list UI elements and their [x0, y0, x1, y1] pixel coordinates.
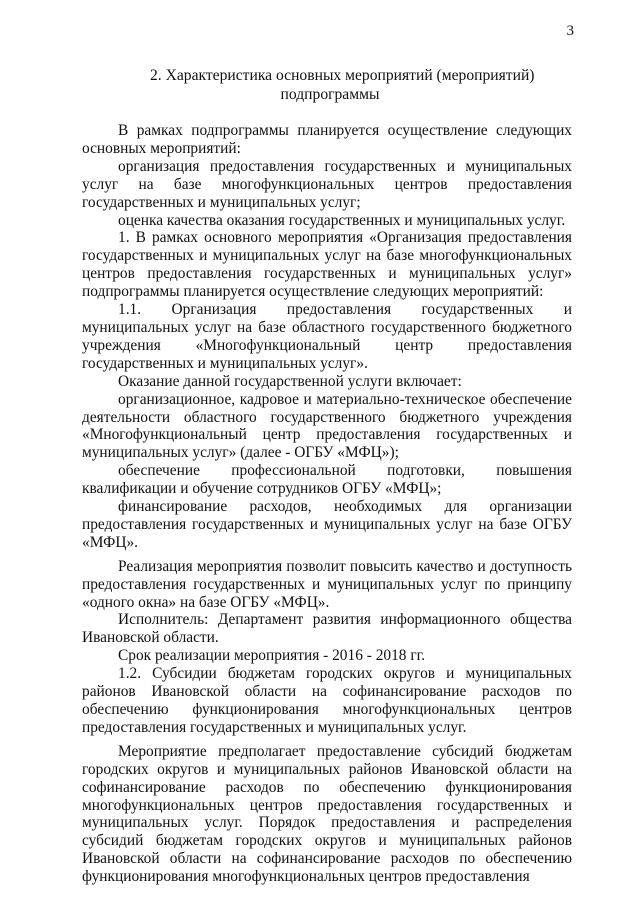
paragraph-subsidies: Мероприятие предполагает предоставление субсидий бюджетам городских округов и муниципальных районов Ивановской области на софинансирование расходов по обеспечению функционирования многофункциональных центров предоставления государственных и муниципальных услуг. Порядок предоставления и распределения субсидий бюджетам городских округов и муниципальных районов Ивановской области на софинансирование расходов по обеспечению функционирования многофункциональных центров предоставления [82, 742, 572, 886]
page-number: 3 [566, 23, 574, 39]
section-heading-line-2: подпрограммы [280, 86, 380, 103]
paragraph-financing: финансирование расходов, необходимых для организации предоставления государственных и муниципальных услуг на базе ОГБУ «МФЦ». [82, 498, 572, 551]
paragraph-service-includes: Оказание данной государственной услуги включает: [118, 372, 462, 390]
paragraph-activity-1-1: 1.1. Организация предоставления государственных и муниципальных услуг на базе областного государственного бюджетного учреждения «Многофункциональный центр предоставления государственных и муниципальных услуг». [82, 301, 572, 372]
body-text [82, 122, 572, 886]
paragraph-intro: В рамках подпрограммы планируется осуществление следующих основных мероприятий: [82, 122, 572, 157]
paragraph-training: обеспечение профессиональной подготовки, повышения квалификации и обучение сотрудников ОГБУ «МФЦ»; [82, 462, 572, 498]
paragraph-activity-1-2: 1.2. Субсидии бюджетам городских округов и муниципальных районов Ивановской области на софинансирование расходов по обеспечению функционирования многофункциональных центров предоставления государственных и муниципальных услуг. [82, 665, 572, 736]
paragraph-result: Реализация мероприятия позволит повысить качество и доступность предоставления государственных и муниципальных услуг по принципу «одного окна» на базе ОГБУ «МФЦ». [82, 557, 572, 611]
paragraph-activity-organization: организация предоставления государственных и муниципальных услуг на базе многофункциональных центров предоставления государственных и муниципальных услуг; [82, 157, 572, 211]
paragraph-main-activity-1: 1. В рамках основного мероприятия «Организация предоставления государственных и муниципальных услуг на базе многофункциональных центров предоставления государственных и муниципальных услуг» подпрограммы планируется осуществление следующих мероприятий: [82, 229, 572, 301]
paragraph-support: организационное, кадровое и материально-техническое обеспечение деятельности областного государственного бюджетного учреждения «Многофункциональный центр предоставления государственных и муниципальных услуг» (далее - ОГБУ «МФЦ»); [82, 390, 572, 462]
paragraph-activity-assessment: оценка качества оказания государственных и муниципальных услуг. [118, 211, 566, 229]
section-heading-line-1: 2. Характеристика основных мероприятий (мероприятий) [150, 67, 535, 84]
paragraph-term: Срок реализации мероприятия - 2016 - 2018 гг. [118, 647, 426, 665]
section-heading [150, 66, 535, 104]
paragraph-executor: Исполнитель: Департамент развития информационного общества Ивановской области. [82, 611, 572, 647]
